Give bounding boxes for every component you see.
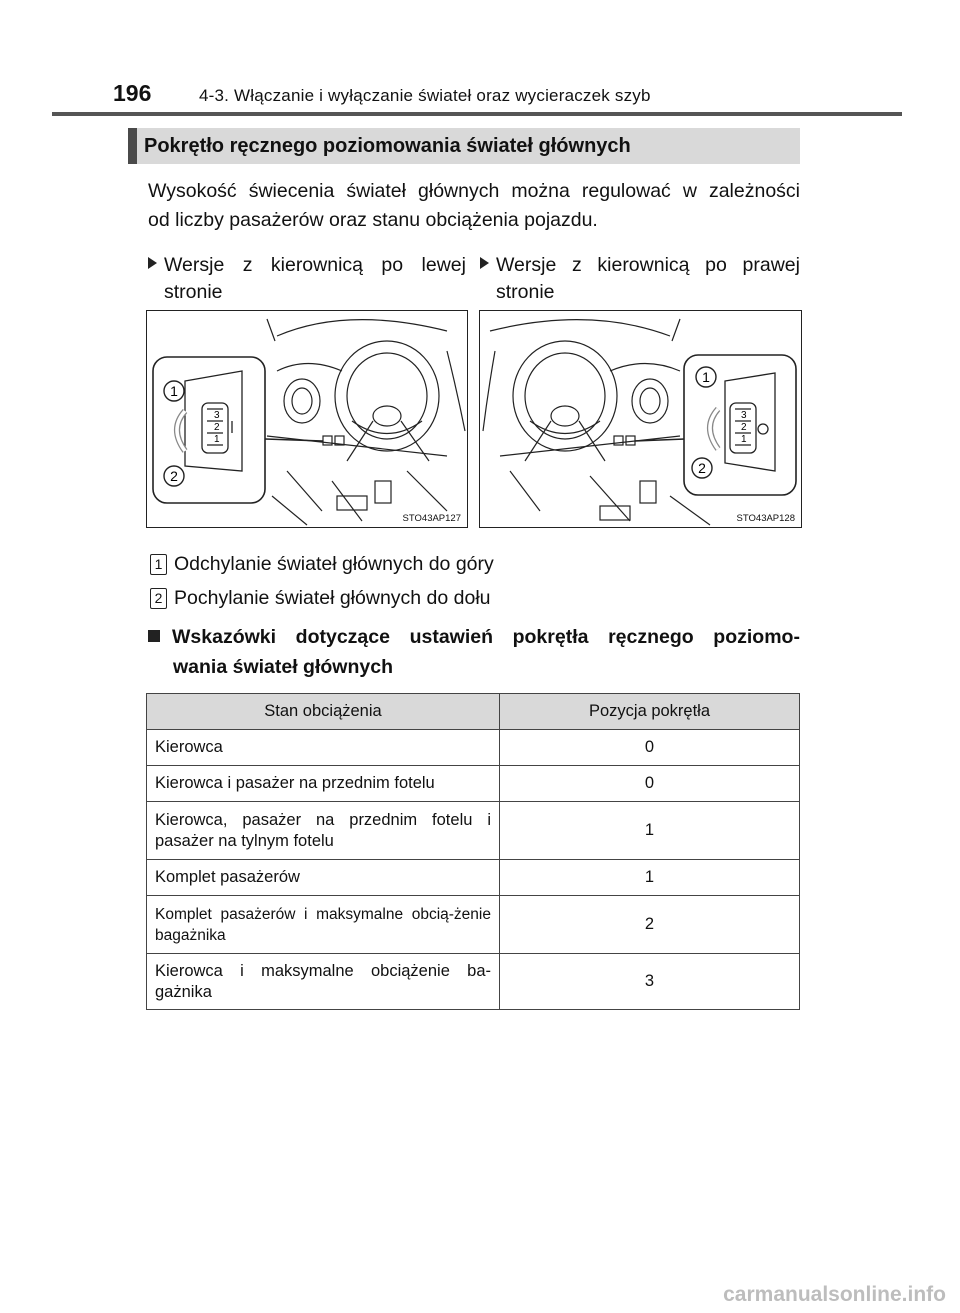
dial-position-cell: 1 — [500, 802, 800, 860]
dial-position-cell: 0 — [500, 766, 800, 802]
variant-word: Wersje — [164, 254, 225, 276]
illustration-right-hand-drive — [479, 310, 802, 528]
callout-2-label: 2 — [170, 468, 178, 484]
arrow-bullet-icon — [148, 257, 157, 269]
callout-1-label: 1 — [702, 369, 710, 385]
load-condition-cell: Kierowca — [147, 730, 500, 766]
tips-word: Wskazówki — [172, 626, 277, 648]
illustration-left-hand-drive — [146, 310, 468, 528]
intro-line-2: od liczby pasażerów oraz stanu obciążenia pojazdu. — [148, 209, 598, 231]
number-2-icon: 2 — [150, 588, 167, 609]
page-number: 196 — [113, 80, 152, 106]
load-condition-text: Komplet pasażerów i maksymalne obcią-żenie bagażnika — [155, 905, 491, 944]
legend-item-1 — [150, 553, 494, 576]
tips-word: pokrętła — [512, 626, 589, 648]
dial-mark: 1 — [214, 434, 220, 445]
table-header-row — [147, 694, 800, 730]
table-row — [147, 860, 800, 896]
dial-mark: 2 — [214, 422, 220, 433]
table-row — [147, 730, 800, 766]
number-1-icon: 1 — [150, 554, 167, 575]
dashboard-drawing-right — [480, 311, 801, 527]
section-heading-tab — [128, 128, 137, 164]
dial-position-cell: 0 — [500, 730, 800, 766]
variant-word: prawej — [742, 254, 800, 276]
dial-mark: 3 — [214, 410, 220, 421]
variant-word: z — [571, 254, 582, 276]
variant-word: po — [381, 254, 404, 276]
load-condition-cell — [147, 896, 500, 954]
arrow-bullet-icon — [480, 257, 489, 269]
intro-line-1: Wysokość świecenia świateł głównych można regulować w zależności — [148, 180, 800, 202]
table-row — [147, 954, 800, 1010]
tips-line-2: wania świateł głównych — [173, 656, 393, 678]
dial-position-cell: 3 — [500, 954, 800, 1010]
load-condition-cell — [147, 802, 500, 860]
dial-position-cell: 2 — [500, 896, 800, 954]
load-condition-cell: Komplet pasażerów — [147, 860, 500, 896]
legend-item-2 — [150, 587, 491, 610]
load-condition-text: Kierowca, pasażer na przednim fotelu i pasażer na tylnym fotelu — [155, 810, 491, 850]
variant-left-heading — [148, 252, 466, 306]
callout-1-label: 1 — [170, 383, 178, 399]
intro-paragraph — [148, 177, 800, 235]
square-bullet-icon — [148, 630, 160, 642]
variant-word: lewej — [421, 254, 466, 276]
variant-line-2: stronie — [496, 281, 555, 303]
variant-word: z — [242, 254, 253, 276]
tips-word: dotyczące — [295, 626, 390, 648]
variant-right-heading — [480, 252, 800, 306]
section-title: Pokrętło ręcznego poziomowania świateł głównych — [144, 135, 631, 157]
dial-mark: 1 — [741, 434, 747, 445]
variant-word: kierownicą — [270, 254, 364, 276]
dial-mark: 3 — [741, 410, 747, 421]
load-condition-cell: Kierowca i pasażer na przednim fotelu — [147, 766, 500, 802]
callout-2-label: 2 — [698, 460, 706, 476]
dial-position-cell: 1 — [500, 860, 800, 896]
load-condition-cell — [147, 954, 500, 1010]
table-row — [147, 802, 800, 860]
legend-text: Odchylanie świateł głównych do góry — [174, 553, 494, 575]
illustration-code: STO43AP127 — [402, 513, 461, 524]
variant-line-2: stronie — [164, 281, 223, 303]
illustration-code: STO43AP128 — [736, 513, 795, 524]
variant-word: Wersje — [496, 254, 557, 276]
legend-text: Pochylanie świateł głównych do dołu — [174, 587, 491, 609]
table-row — [147, 896, 800, 954]
dial-mark: 2 — [741, 422, 747, 433]
table-row — [147, 766, 800, 802]
table-header-cell: Pozycja pokrętła — [500, 694, 800, 730]
section-heading-bar — [128, 128, 800, 164]
chapter-title: 4-3. Włączanie i wyłączanie świateł oraz wycieraczek szyb — [199, 86, 651, 105]
header-rule — [52, 112, 902, 116]
watermark: carmanualsonline.info — [723, 1283, 946, 1306]
variant-word: po — [705, 254, 727, 276]
variant-word: kierownicą — [597, 254, 690, 276]
tips-word: poziomo- — [713, 626, 800, 648]
tips-heading — [148, 622, 800, 682]
load-condition-text: Kierowca i maksymalne obciążenie ba-gażnika — [155, 961, 491, 1001]
dial-position-table — [146, 693, 800, 1010]
table-header-cell: Stan obciążenia — [147, 694, 500, 730]
tips-word: ręcznego — [608, 626, 694, 648]
dashboard-drawing-left — [147, 311, 467, 527]
tips-word: ustawień — [409, 626, 493, 648]
